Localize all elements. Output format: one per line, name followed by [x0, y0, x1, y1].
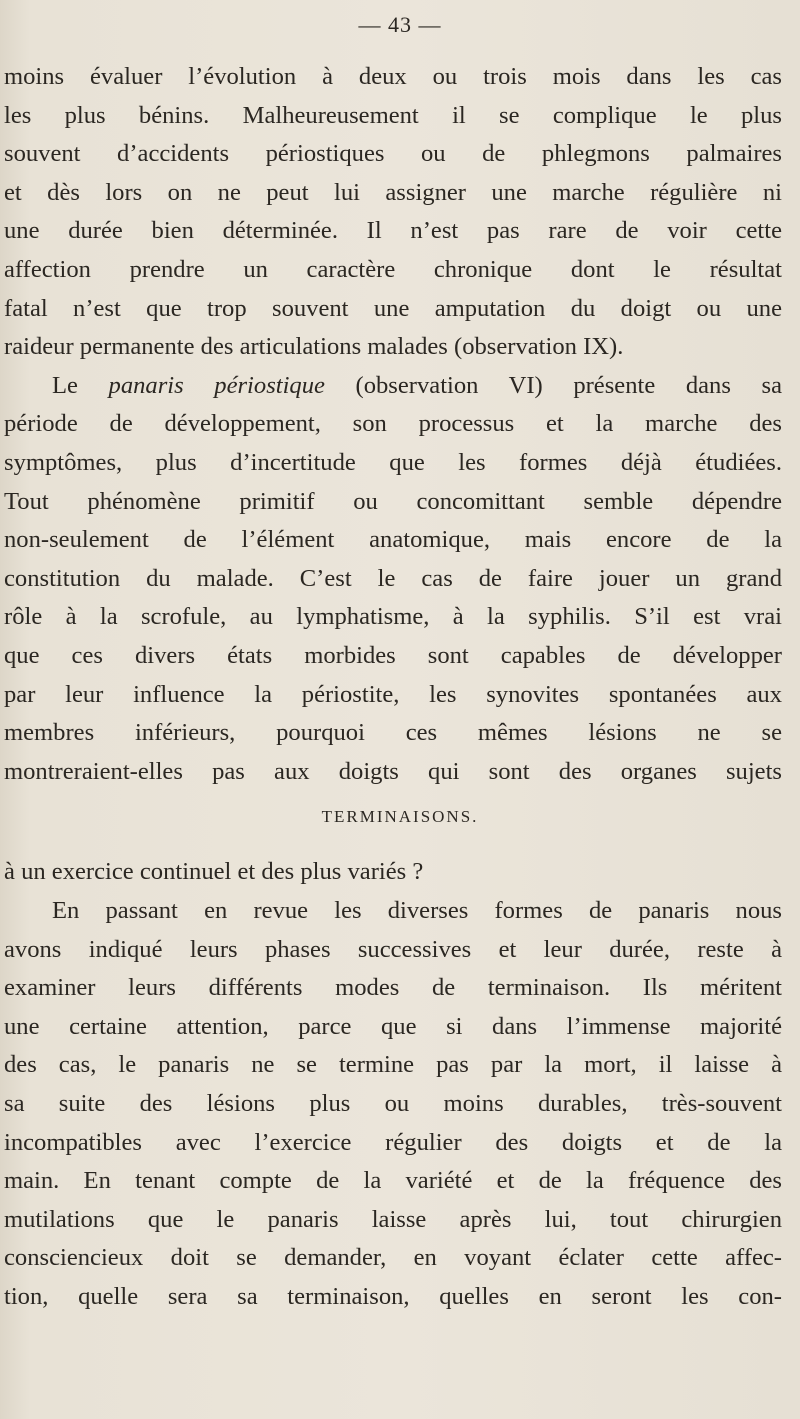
text-line: incompatibles avec l’exercice régulier des doigts et de la — [4, 1128, 782, 1156]
page-number: — 43 — — [358, 12, 442, 37]
text-line: sa suite des lésions plus ou moins durables, très-souvent — [4, 1090, 782, 1117]
italic-term: panaris périostique — [108, 371, 325, 399]
text-suffix: (observation VI) présente dans sa — [324, 371, 782, 399]
text-line: affection prendre un caractère chronique dont le résultat — [4, 256, 782, 283]
text-line: période de développement, son processus et la marche des — [4, 410, 782, 438]
text-line: à un exercice continuel et des plus variés ? — [4, 858, 424, 886]
text-line: examiner leurs différents modes de terminaison. Ils méritent — [4, 974, 782, 1002]
text-line: moins évaluer l’évolution à deux ou trois mois dans les cas — [4, 63, 782, 90]
text-line: membres inférieurs, pourquoi ces mêmes lésions ne se — [4, 719, 782, 747]
text-line: constitution du malade. C’est le cas de faire jouer un grand — [4, 564, 782, 592]
text-line-with-italic — [52, 371, 782, 401]
section-heading: TERMINAISONS. — [321, 807, 479, 827]
text-line: par leur influence la périostite, les synovites spontanées aux — [4, 680, 782, 708]
text-line: fatal n’est que trop souvent une amputation du doigt ou une — [4, 294, 782, 322]
text-line: consciencieux doit se demander, en voyant éclater cette affec- — [4, 1244, 782, 1272]
text-line: rôle à la scrofule, au lymphatisme, à la syphilis. S’il est vrai — [4, 603, 782, 631]
text-line: raideur permanente des articulations malades (observation IX). — [4, 333, 624, 361]
text-line: avons indiqué leurs phases successives et leur durée, reste à — [4, 935, 782, 963]
text-line: les plus bénins. Malheureusement il se complique le plus — [4, 101, 782, 129]
text-line: et dès lors on ne peut lui assigner une marche régulière ni — [4, 178, 782, 206]
text-line: une certaine attention, parce que si dans l’immense majorité — [4, 1012, 782, 1040]
text-prefix: Le — [52, 371, 109, 399]
text-line: main. En tenant compte de la variété et de la fréquence des — [4, 1167, 782, 1195]
text-line: que ces divers états morbides sont capables de développer — [4, 642, 782, 669]
text-line: souvent d’accidents périostiques ou de phlegmons palmaires — [4, 140, 782, 168]
text-line: mutilations que le panaris laisse après lui, tout chirurgien — [4, 1205, 782, 1233]
text-line: tion, quelle sera sa terminaison, quelles en seront les con- — [4, 1283, 782, 1310]
text-line: des cas, le panaris ne se termine pas par la mort, il laisse à — [4, 1051, 782, 1079]
text-line: Tout phénomène primitif ou concomittant semble dépendre — [4, 487, 782, 515]
text-line: non-seulement de l’élément anatomique, mais encore de la — [4, 526, 782, 554]
text-line: symptômes, plus d’incertitude que les formes déjà étudiées. — [4, 449, 782, 476]
text-line: une durée bien déterminée. Il n’est pas rare de voir cette — [4, 217, 782, 245]
text-line: En passant en revue les diverses formes de panaris nous — [52, 897, 782, 924]
text-line: montreraient-elles pas aux doigts qui sont des organes sujets — [4, 757, 782, 785]
